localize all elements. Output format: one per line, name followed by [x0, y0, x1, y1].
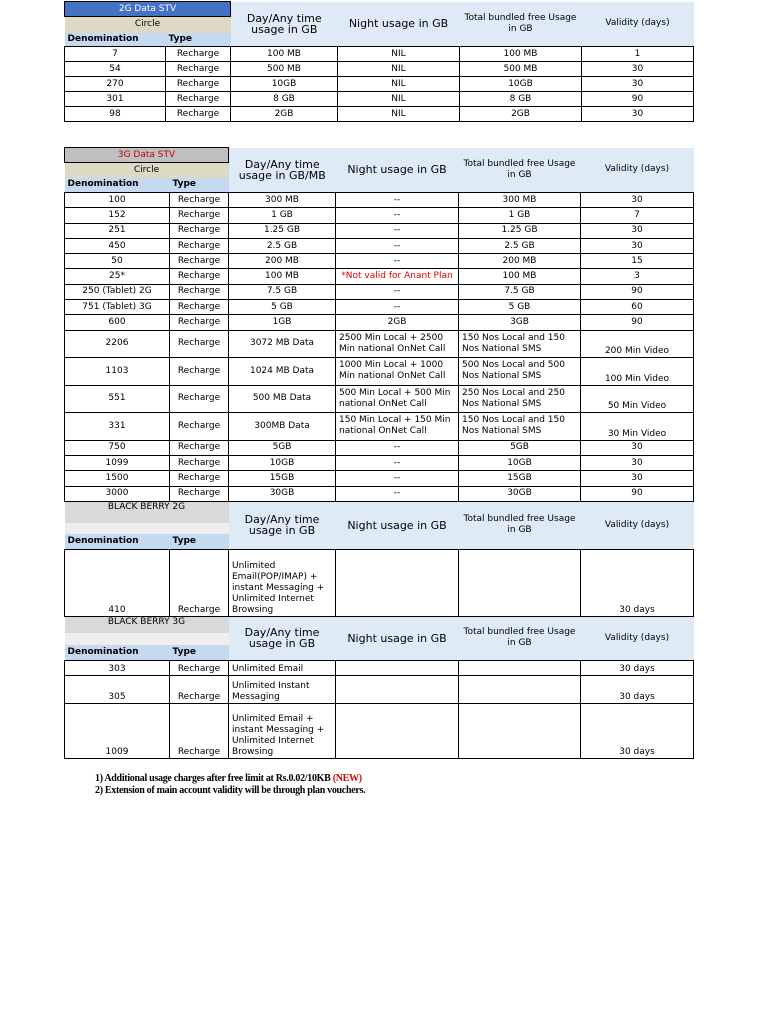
denomination-cell: 750	[65, 440, 170, 455]
day-usage-cell: 5 GB	[229, 300, 336, 315]
total-cell	[459, 549, 581, 616]
header-validity: Validity (days)	[581, 616, 694, 660]
table-row	[65, 300, 694, 315]
night-usage-cell: NIL	[338, 107, 460, 122]
day-usage-cell: 10GB	[229, 455, 336, 470]
validity-cell: 30	[582, 77, 694, 92]
type-header: Type	[170, 645, 229, 660]
day-usage-cell: 1GB	[229, 315, 336, 330]
validity-cell: 30 days	[581, 660, 694, 675]
total-cell: 2.5 GB	[459, 238, 581, 253]
night-usage-cell: --	[336, 223, 459, 238]
day-usage-cell: 8 GB	[231, 92, 338, 107]
validity-cell: 30	[581, 238, 694, 253]
total-cell: 5GB	[459, 440, 581, 455]
denomination-cell: 751 (Tablet) 3G	[65, 300, 170, 315]
day-usage-cell: 300 MB	[229, 193, 336, 208]
header-total-bundled: Total bundled free Usage in GB	[459, 148, 581, 193]
type-cell: Recharge	[170, 486, 229, 501]
day-usage-cell: Unlimited Email(POP/IMAP) + instant Messaging + Unlimited Internet Browsing	[229, 549, 336, 616]
denomination-cell: 251	[65, 223, 170, 238]
denomination-cell: 303	[65, 660, 170, 675]
night-usage-cell: *Not valid for Anant Plan	[336, 269, 459, 284]
total-cell: 1 GB	[459, 208, 581, 223]
rows-3g-combo	[65, 330, 694, 440]
table-row	[65, 92, 694, 107]
validity-cell: 30 days	[581, 703, 694, 758]
validity-cell: 3	[581, 269, 694, 284]
total-cell: 3GB	[459, 315, 581, 330]
total-cell: 7.5 GB	[459, 284, 581, 299]
night-usage-cell: NIL	[338, 62, 460, 77]
type-cell: Recharge	[170, 703, 229, 758]
denomination-header: Denomination	[65, 33, 166, 47]
day-usage-cell: 7.5 GB	[229, 284, 336, 299]
type-cell: Recharge	[170, 675, 229, 703]
validity-cell: 30	[581, 440, 694, 455]
validity-cell: 30 days	[581, 549, 694, 616]
night-usage-cell: --	[336, 254, 459, 269]
section-title-bb2g: BLACK BERRY 2G	[65, 501, 229, 523]
table-row	[65, 47, 694, 62]
blank-cell	[65, 523, 229, 534]
table-row	[65, 62, 694, 77]
header-day-usage: Day/Any time usage in GB	[229, 501, 336, 549]
denomination-cell: 331	[65, 413, 170, 441]
validity-cell: 50 Min Video	[581, 385, 694, 413]
new-badge: (NEW)	[332, 773, 362, 784]
type-cell: Recharge	[166, 47, 231, 62]
type-cell: Recharge	[170, 330, 229, 358]
denomination-cell: 50	[65, 254, 170, 269]
night-usage-cell: --	[336, 486, 459, 501]
type-cell: Recharge	[170, 300, 229, 315]
day-usage-cell: 1 GB	[229, 208, 336, 223]
validity-cell: 30	[582, 107, 694, 122]
header-day-usage-gbmb: Day/Any time usage in GB/MB	[229, 148, 336, 193]
denomination-cell: 1099	[65, 455, 170, 470]
header-total-bundled: Total bundled free Usage in GB	[459, 616, 581, 660]
total-cell: 500 MB	[460, 62, 582, 77]
validity-cell: 7	[581, 208, 694, 223]
validity-cell: 60	[581, 300, 694, 315]
day-usage-cell: 200 MB	[229, 254, 336, 269]
night-usage-cell: --	[336, 440, 459, 455]
validity-cell: 30 days	[581, 675, 694, 703]
header-day-usage: Day/Any time usage in GB	[229, 616, 336, 660]
rows-3g-simple	[65, 193, 694, 331]
table-row	[65, 413, 694, 441]
total-cell: 150 Nos Local and 150 Nos National SMS	[459, 330, 581, 358]
table-row	[65, 385, 694, 413]
total-cell: 100 MB	[459, 269, 581, 284]
table-row	[65, 223, 694, 238]
day-usage-cell: Unlimited Email + instant Messaging + Unlimited Internet Browsing	[229, 703, 336, 758]
table-row	[65, 675, 694, 703]
table-row	[65, 107, 694, 122]
table-row	[65, 284, 694, 299]
table-row	[65, 549, 694, 616]
table-row	[65, 486, 694, 501]
type-cell: Recharge	[170, 238, 229, 253]
night-usage-cell	[336, 549, 459, 616]
section-title-bb3g: BLACK BERRY 3G	[65, 616, 229, 633]
total-cell: 100 MB	[460, 47, 582, 62]
night-usage-cell: 2500 Min Local + 2500 Min national OnNet Call	[336, 330, 459, 358]
night-usage-cell: NIL	[338, 77, 460, 92]
validity-cell: 90	[581, 486, 694, 501]
validity-cell: 1	[582, 47, 694, 62]
table-row	[65, 315, 694, 330]
denomination-cell: 3000	[65, 486, 170, 501]
type-cell: Recharge	[170, 254, 229, 269]
type-cell: Recharge	[170, 549, 229, 616]
type-header: Type	[170, 178, 229, 193]
section-title-2g: 2G Data STV	[65, 2, 231, 17]
validity-cell: 90	[582, 92, 694, 107]
table-row	[65, 238, 694, 253]
denomination-header: Denomination	[65, 534, 170, 549]
type-cell: Recharge	[170, 471, 229, 486]
header-total-bundled: Total bundled free Usage in GB	[459, 501, 581, 549]
day-usage-cell: 2GB	[231, 107, 338, 122]
type-header: Type	[166, 33, 231, 47]
denomination-cell: 551	[65, 385, 170, 413]
header-night-usage: Night usage in GB	[338, 2, 460, 47]
night-usage-cell: NIL	[338, 47, 460, 62]
denomination-cell: 54	[65, 62, 166, 77]
table-3g-data-stv	[64, 147, 694, 759]
night-usage-cell: --	[336, 455, 459, 470]
validity-cell: 30	[581, 193, 694, 208]
denomination-cell: 305	[65, 675, 170, 703]
day-usage-cell: 100 MB	[229, 269, 336, 284]
header-night-usage: Night usage in GB	[336, 501, 459, 549]
total-cell: 5 GB	[459, 300, 581, 315]
validity-cell: 30	[581, 471, 694, 486]
note-1-text: 1) Additional usage charges after free limit at Rs.0.02/10KB	[95, 773, 333, 784]
validity-cell: 90	[581, 284, 694, 299]
table-2g-data-stv	[64, 1, 694, 122]
rows-2g	[65, 47, 694, 122]
total-cell: 8 GB	[460, 92, 582, 107]
note-2: 2) Extension of main account validity will be through plan vouchers.	[95, 785, 366, 796]
type-cell: Recharge	[170, 660, 229, 675]
header-validity: Validity (days)	[581, 148, 694, 193]
header-night-usage: Night usage in GB	[336, 148, 459, 193]
night-usage-cell: --	[336, 284, 459, 299]
denomination-cell: 450	[65, 238, 170, 253]
total-cell: 10GB	[460, 77, 582, 92]
total-cell: 200 MB	[459, 254, 581, 269]
rows-bb3g	[65, 660, 694, 758]
rows-3g-large	[65, 440, 694, 501]
section-title-3g: 3G Data STV	[65, 148, 229, 163]
night-usage-cell: --	[336, 471, 459, 486]
total-cell: 250 Nos Local and 250 Nos National SMS	[459, 385, 581, 413]
night-usage-cell: 500 Min Local + 500 Min national OnNet Call	[336, 385, 459, 413]
table-row	[65, 660, 694, 675]
type-header: Type	[170, 534, 229, 549]
day-usage-cell: 300MB Data	[229, 413, 336, 441]
denomination-cell: 270	[65, 77, 166, 92]
table-row	[65, 77, 694, 92]
type-cell: Recharge	[170, 413, 229, 441]
denomination-cell: 25*	[65, 269, 170, 284]
validity-cell: 200 Min Video	[581, 330, 694, 358]
table-row	[65, 269, 694, 284]
total-cell: 10GB	[459, 455, 581, 470]
header-validity: Validity (days)	[582, 2, 694, 47]
type-cell: Recharge	[170, 455, 229, 470]
day-usage-cell: 1024 MB Data	[229, 358, 336, 386]
validity-cell: 100 Min Video	[581, 358, 694, 386]
night-usage-cell: 150 Min Local + 150 Min national OnNet Call	[336, 413, 459, 441]
total-cell: 30GB	[459, 486, 581, 501]
header-night-usage: Night usage in GB	[336, 616, 459, 660]
type-cell: Recharge	[170, 284, 229, 299]
day-usage-cell: 100 MB	[231, 47, 338, 62]
total-cell	[459, 675, 581, 703]
type-cell: Recharge	[170, 269, 229, 284]
night-usage-cell: --	[336, 300, 459, 315]
denomination-cell: 1103	[65, 358, 170, 386]
type-cell: Recharge	[166, 107, 231, 122]
day-usage-cell: Unlimited Instant Messaging	[229, 675, 336, 703]
type-cell: Recharge	[170, 193, 229, 208]
circle-label: Circle	[65, 163, 229, 178]
night-usage-cell: 2GB	[336, 315, 459, 330]
table-row	[65, 358, 694, 386]
type-cell: Recharge	[170, 223, 229, 238]
type-cell: Recharge	[170, 358, 229, 386]
validity-cell: 90	[581, 315, 694, 330]
type-cell: Recharge	[170, 440, 229, 455]
total-cell: 150 Nos Local and 150 Nos National SMS	[459, 413, 581, 441]
day-usage-cell: 10GB	[231, 77, 338, 92]
total-cell: 15GB	[459, 471, 581, 486]
denomination-cell: 1500	[65, 471, 170, 486]
night-usage-cell: NIL	[338, 92, 460, 107]
denomination-cell: 98	[65, 107, 166, 122]
denomination-cell: 7	[65, 47, 166, 62]
type-cell: Recharge	[166, 92, 231, 107]
day-usage-cell: 500 MB	[231, 62, 338, 77]
type-cell: Recharge	[170, 315, 229, 330]
day-usage-cell: 500 MB Data	[229, 385, 336, 413]
circle-label: Circle	[65, 17, 231, 33]
denomination-cell: 250 (Tablet) 2G	[65, 284, 170, 299]
total-cell: 500 Nos Local and 500 Nos National SMS	[459, 358, 581, 386]
day-usage-cell: 15GB	[229, 471, 336, 486]
footnotes	[95, 773, 365, 797]
validity-cell: 30	[581, 223, 694, 238]
night-usage-cell: --	[336, 238, 459, 253]
validity-cell: 15	[581, 254, 694, 269]
validity-cell: 30 Min Video	[581, 413, 694, 441]
note-1	[95, 773, 365, 785]
blank-cell	[65, 633, 229, 645]
night-usage-cell	[336, 703, 459, 758]
table-row	[65, 471, 694, 486]
type-cell: Recharge	[166, 62, 231, 77]
table-row	[65, 440, 694, 455]
day-usage-cell: 30GB	[229, 486, 336, 501]
day-usage-cell: 3072 MB Data	[229, 330, 336, 358]
table-row	[65, 208, 694, 223]
denomination-header: Denomination	[65, 178, 170, 193]
denomination-cell: 1009	[65, 703, 170, 758]
header-day-usage: Day/Any time usage in GB	[231, 2, 338, 47]
day-usage-cell: 5GB	[229, 440, 336, 455]
table-row	[65, 254, 694, 269]
type-cell: Recharge	[170, 385, 229, 413]
table-row	[65, 703, 694, 758]
denomination-header: Denomination	[65, 645, 170, 660]
total-cell	[459, 660, 581, 675]
denomination-cell: 2206	[65, 330, 170, 358]
night-usage-cell: --	[336, 193, 459, 208]
denomination-cell: 301	[65, 92, 166, 107]
denomination-cell: 410	[65, 549, 170, 616]
total-cell	[459, 703, 581, 758]
day-usage-cell: 2.5 GB	[229, 238, 336, 253]
day-usage-cell: 1.25 GB	[229, 223, 336, 238]
total-cell: 2GB	[460, 107, 582, 122]
validity-cell: 30	[581, 455, 694, 470]
type-cell: Recharge	[170, 208, 229, 223]
total-cell: 1.25 GB	[459, 223, 581, 238]
header-validity: Validity (days)	[581, 501, 694, 549]
validity-cell: 30	[582, 62, 694, 77]
denomination-cell: 600	[65, 315, 170, 330]
table-row	[65, 193, 694, 208]
night-usage-cell	[336, 675, 459, 703]
denomination-cell: 100	[65, 193, 170, 208]
type-cell: Recharge	[166, 77, 231, 92]
total-cell: 300 MB	[459, 193, 581, 208]
night-usage-cell	[336, 660, 459, 675]
table-row	[65, 455, 694, 470]
denomination-cell: 152	[65, 208, 170, 223]
night-usage-cell: --	[336, 208, 459, 223]
table-row	[65, 330, 694, 358]
header-total-bundled: Total bundled free Usage in GB	[460, 2, 582, 47]
day-usage-cell: Unlimited Email	[229, 660, 336, 675]
night-usage-cell: 1000 Min Local + 1000 Min national OnNet Call	[336, 358, 459, 386]
